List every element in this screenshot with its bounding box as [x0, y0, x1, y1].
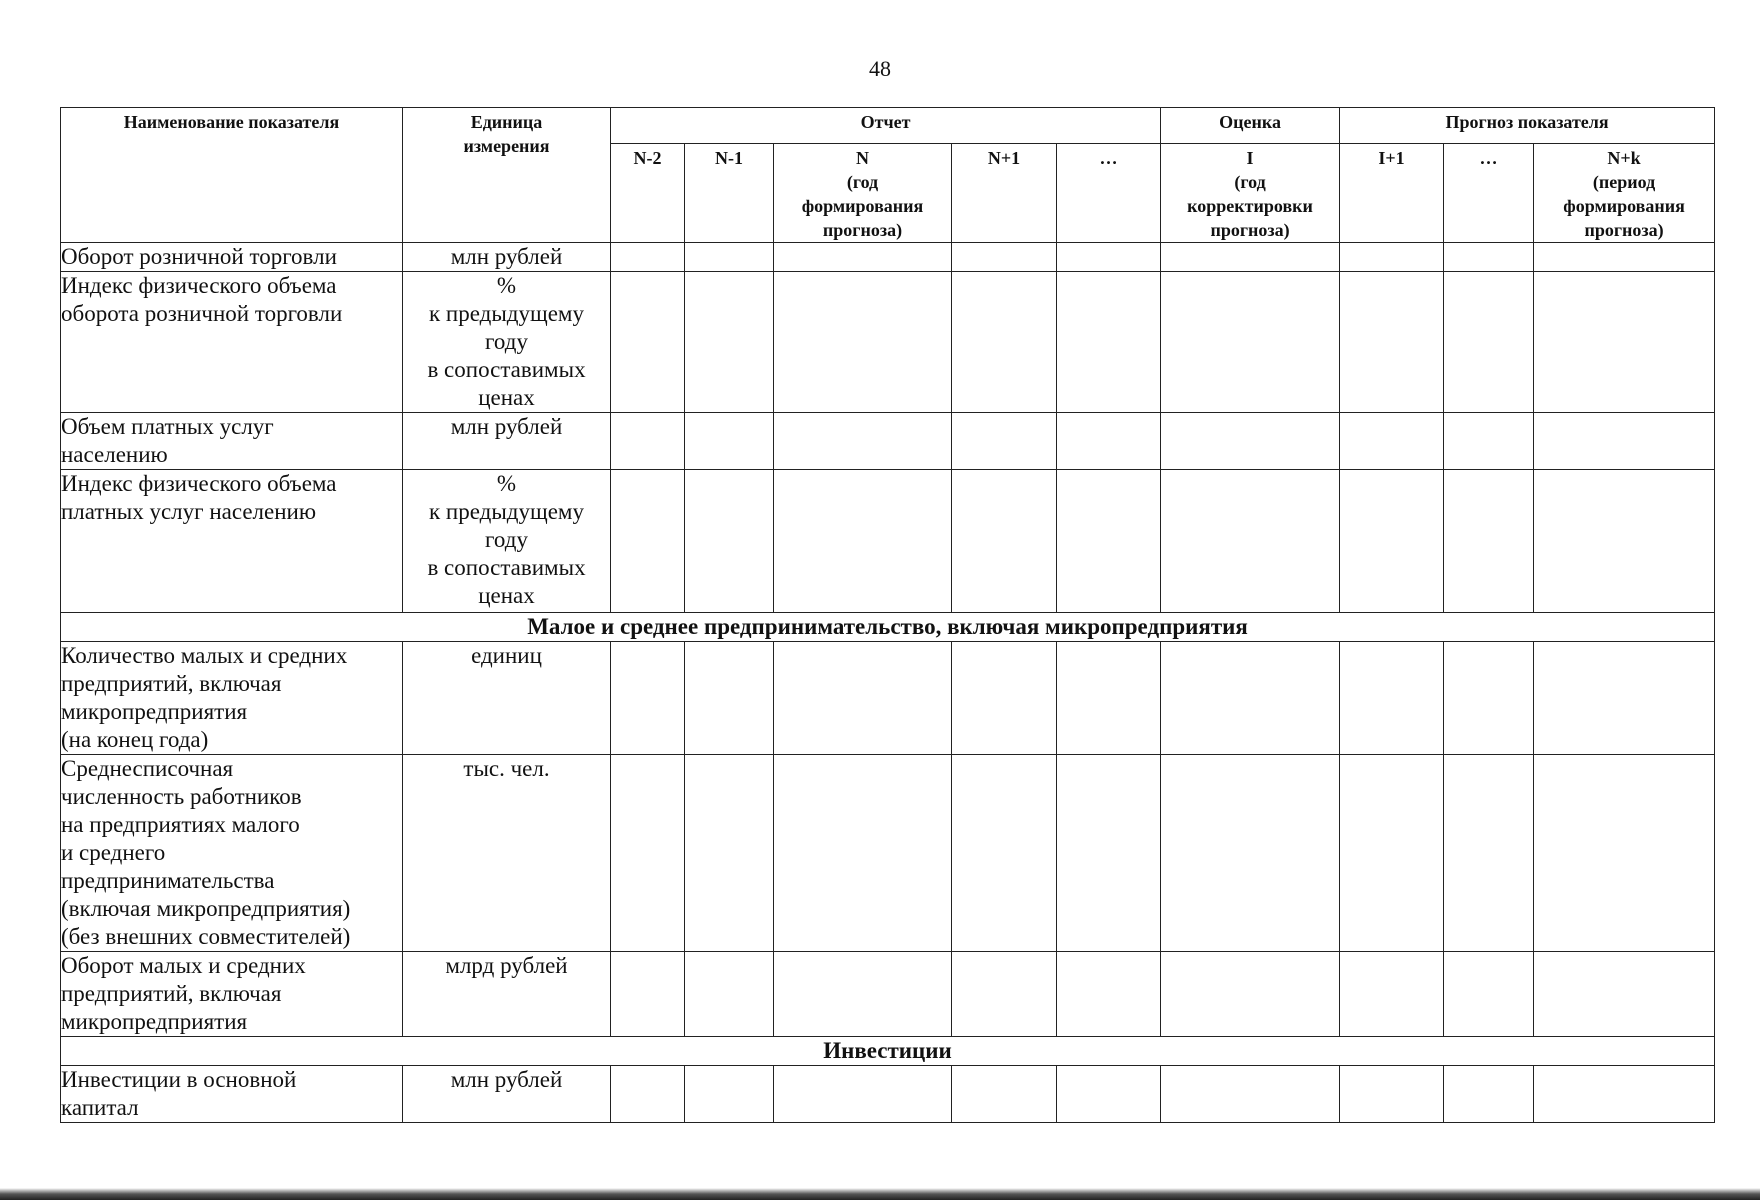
- indicator-name: Инвестиции в основной капитал: [61, 1066, 403, 1123]
- value-cell: [774, 755, 952, 952]
- header-period: N (год формирования прогноза): [774, 144, 952, 243]
- header-period: N+1: [952, 144, 1057, 243]
- value-cell: [1534, 413, 1715, 470]
- value-cell: [1534, 952, 1715, 1037]
- header-period: I (год корректировки прогноза): [1161, 144, 1340, 243]
- value-cell: [1534, 642, 1715, 755]
- section-row: [61, 1037, 1715, 1066]
- indicator-unit: млрд рублей: [403, 952, 611, 1037]
- value-cell: [1057, 642, 1161, 755]
- indicator-unit: тыс. чел.: [403, 755, 611, 952]
- header-indicator-name: Наименование показателя: [61, 108, 403, 243]
- value-cell: [685, 642, 774, 755]
- value-cell: [1340, 272, 1444, 413]
- indicator-name: Среднесписочная численность работников на предприятиях малого и среднего предпринимательства (включая микропредприятия) (без внешних совместителей): [61, 755, 403, 952]
- value-cell: [1057, 413, 1161, 470]
- value-cell: [685, 470, 774, 613]
- value-cell: [952, 952, 1057, 1037]
- value-cell: [774, 470, 952, 613]
- table-row: [61, 413, 1715, 470]
- indicator-name: Объем платных услуг населению: [61, 413, 403, 470]
- indicator-unit: % к предыдущему году в сопоставимых ценах: [403, 470, 611, 613]
- value-cell: [952, 1066, 1057, 1123]
- value-cell: [1340, 642, 1444, 755]
- value-cell: [1057, 755, 1161, 952]
- value-cell: [952, 243, 1057, 272]
- value-cell: [1534, 243, 1715, 272]
- indicator-unit: % к предыдущему году в сопоставимых ценах: [403, 272, 611, 413]
- indicator-name: Индекс физического объема оборота розничной торговли: [61, 272, 403, 413]
- section-title: Инвестиции: [61, 1037, 1715, 1066]
- value-cell: [1161, 413, 1340, 470]
- table-row: [61, 642, 1715, 755]
- header-report: Отчет: [611, 108, 1161, 144]
- value-cell: [952, 413, 1057, 470]
- header-period: N+k (период формирования прогноза): [1534, 144, 1715, 243]
- table-row: [61, 243, 1715, 272]
- value-cell: [1161, 952, 1340, 1037]
- table-row: [61, 755, 1715, 952]
- value-cell: [1340, 952, 1444, 1037]
- section-row: [61, 613, 1715, 642]
- value-cell: [611, 272, 685, 413]
- value-cell: [952, 272, 1057, 413]
- value-cell: [685, 243, 774, 272]
- value-cell: [1534, 755, 1715, 952]
- value-cell: [685, 952, 774, 1037]
- indicators-table: [60, 107, 1715, 1123]
- value-cell: [611, 470, 685, 613]
- value-cell: [1444, 243, 1534, 272]
- value-cell: [1057, 243, 1161, 272]
- value-cell: [774, 413, 952, 470]
- scan-edge: [0, 1188, 1760, 1200]
- section-title: Малое и среднее предпринимательство, включая микропредприятия: [61, 613, 1715, 642]
- value-cell: [1057, 272, 1161, 413]
- indicator-unit: млн рублей: [403, 243, 611, 272]
- value-cell: [1161, 1066, 1340, 1123]
- value-cell: [1161, 755, 1340, 952]
- value-cell: [685, 413, 774, 470]
- value-cell: [1161, 642, 1340, 755]
- value-cell: [1057, 470, 1161, 613]
- value-cell: [611, 243, 685, 272]
- page-number: 48: [869, 56, 891, 81]
- header-forecast: Прогноз показателя: [1340, 108, 1715, 144]
- value-cell: [611, 755, 685, 952]
- header-period: I+1: [1340, 144, 1444, 243]
- value-cell: [1444, 952, 1534, 1037]
- value-cell: [685, 1066, 774, 1123]
- table-row: [61, 1066, 1715, 1123]
- header-period: …: [1057, 144, 1161, 243]
- value-cell: [1161, 272, 1340, 413]
- value-cell: [1534, 1066, 1715, 1123]
- value-cell: [774, 642, 952, 755]
- indicator-unit: млн рублей: [403, 413, 611, 470]
- table-row: [61, 272, 1715, 413]
- value-cell: [1057, 1066, 1161, 1123]
- value-cell: [952, 642, 1057, 755]
- header-period: …: [1444, 144, 1534, 243]
- value-cell: [611, 413, 685, 470]
- value-cell: [1444, 1066, 1534, 1123]
- value-cell: [774, 272, 952, 413]
- header-period: N-2: [611, 144, 685, 243]
- table-row: [61, 470, 1715, 613]
- value-cell: [1161, 243, 1340, 272]
- value-cell: [1444, 642, 1534, 755]
- value-cell: [685, 755, 774, 952]
- value-cell: [1340, 243, 1444, 272]
- indicator-unit: единиц: [403, 642, 611, 755]
- indicator-name: Количество малых и средних предприятий, включая микропредприятия (на конец года): [61, 642, 403, 755]
- value-cell: [1340, 1066, 1444, 1123]
- value-cell: [1340, 755, 1444, 952]
- value-cell: [774, 243, 952, 272]
- value-cell: [1534, 272, 1715, 413]
- value-cell: [1444, 755, 1534, 952]
- value-cell: [611, 1066, 685, 1123]
- value-cell: [1534, 470, 1715, 613]
- value-cell: [774, 952, 952, 1037]
- value-cell: [1161, 470, 1340, 613]
- value-cell: [1444, 272, 1534, 413]
- header-period: N-1: [685, 144, 774, 243]
- value-cell: [1444, 413, 1534, 470]
- header-estimate: Оценка: [1161, 108, 1340, 144]
- value-cell: [1340, 470, 1444, 613]
- value-cell: [611, 952, 685, 1037]
- value-cell: [774, 1066, 952, 1123]
- table-row: [61, 952, 1715, 1037]
- value-cell: [952, 755, 1057, 952]
- value-cell: [611, 642, 685, 755]
- value-cell: [1444, 470, 1534, 613]
- indicator-name: Оборот розничной торговли: [61, 243, 403, 272]
- indicator-name: Индекс физического объема платных услуг населению: [61, 470, 403, 613]
- value-cell: [685, 272, 774, 413]
- value-cell: [1340, 413, 1444, 470]
- value-cell: [952, 470, 1057, 613]
- indicator-name: Оборот малых и средних предприятий, включая микропредприятия: [61, 952, 403, 1037]
- header-unit: Единица измерения: [403, 108, 611, 243]
- indicator-unit: млн рублей: [403, 1066, 611, 1123]
- value-cell: [1057, 952, 1161, 1037]
